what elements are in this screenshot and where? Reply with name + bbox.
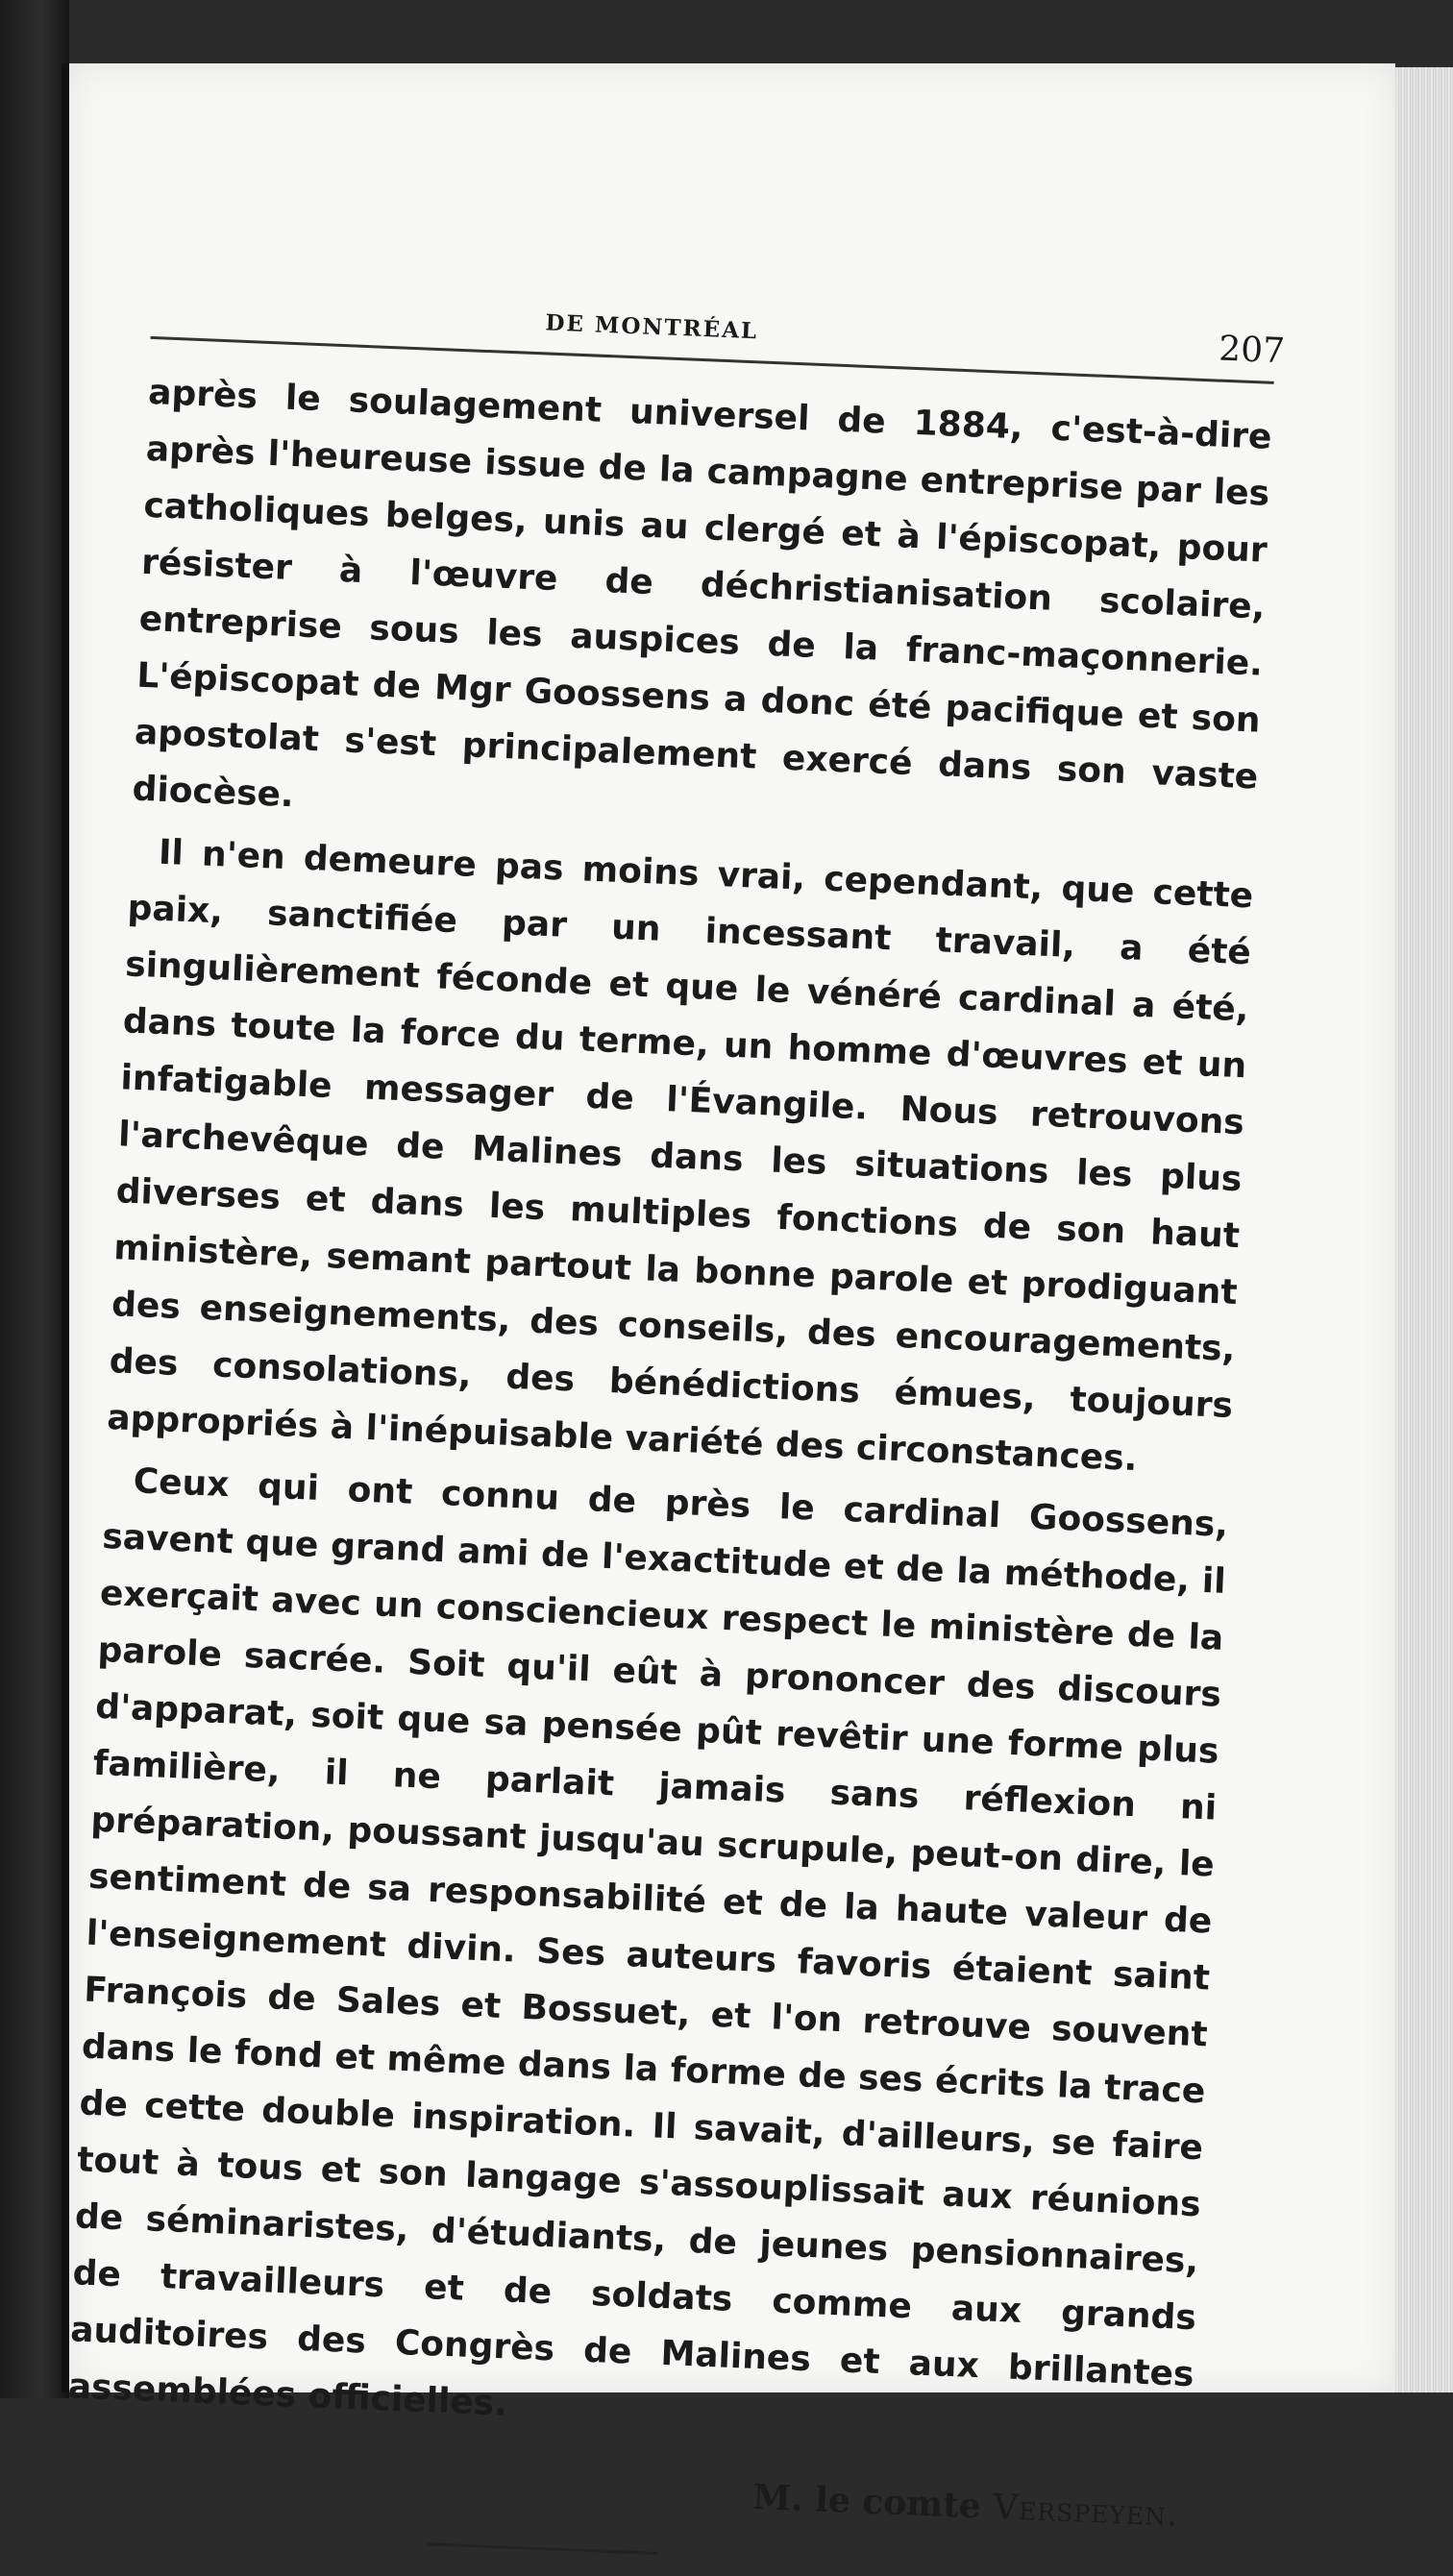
signature-name: Verspeyen. [992, 2487, 1180, 2535]
paragraph-3: Ceux qui ont connu de près le cardinal Goossens, savent que grand ami de l'exactitude et de la méthode, il exerçait avec un consciencieux respect le ministère de la parole sacrée. Soit qu'il eût à prononcer des discours d'apparat, soit que sa pensée pût revêtir une forme plus familière, il ne parlait jamais sans réflexion ni préparation, poussant jusqu'au scrupule, peut-on dire, le sentiment de sa responsabilité et de la haute valeur de l'enseignement divin. Ses auteurs favoris étaient saint François de Sales et Bossuet, et l'on retrouve souvent dans le fond et même dans la forme de ses écrits la trace de cette double inspiration. Il savait, d'ailleurs, se faire tout à tous et son langage s'assouplissait aux réunions de séminaristes, d'étudiants, de jeunes pensionnaires, de travailleurs et de soldats comme aux grands auditoires des Congrès de Malines et aux brillantes assemblées officielles. [67, 1461, 1229, 2424]
paragraph-1: après le soulagement universel de 1884, c'est-à-dire après l'heureuse issue de la campagne entreprise par les catholiques belges, unis au clergé et à l'épiscopat, pour résister à l'œuvre de déchristianisation scolaire, entreprise sous les auspices de la franc-maçonnerie. L'épiscopat de Mgr Goossens a donc été pacifique et son apostolat s'est principalement exercé dans son vaste diocèse. [131, 372, 1273, 816]
running-head: DE MONTRÉAL [544, 309, 759, 345]
signature-prefix: M. le comte [751, 2476, 982, 2527]
page-number: 207 [1218, 329, 1286, 372]
page-header [151, 256, 1286, 384]
scan-margin [0, 0, 69, 2398]
paragraph-2: Il n'en demeure pas moins vrai, cependant, que cette paix, sanctifiée par un incessant travail, a été singulièrement féconde et que le vénéré cardinal a été, dans toute la force du terme, un homme d'œuvres et un infatigable messager de l'Évangile. Nous retrouvons l'archevêque de Malines dans les situations les plus diverses et dans les multiples fonctions de son haut ministère, semant partout la bonne parole et prodiguant des enseignements, des conseils, des encouragements, des consolations, des bénédictions émues, toujours appropriés à l'inépuisable variété des circonstances. [106, 832, 1254, 1480]
end-rule [428, 2542, 658, 2555]
signature [64, 2449, 1190, 2535]
book-page [62, 63, 1395, 2535]
text-block [62, 256, 1286, 2576]
